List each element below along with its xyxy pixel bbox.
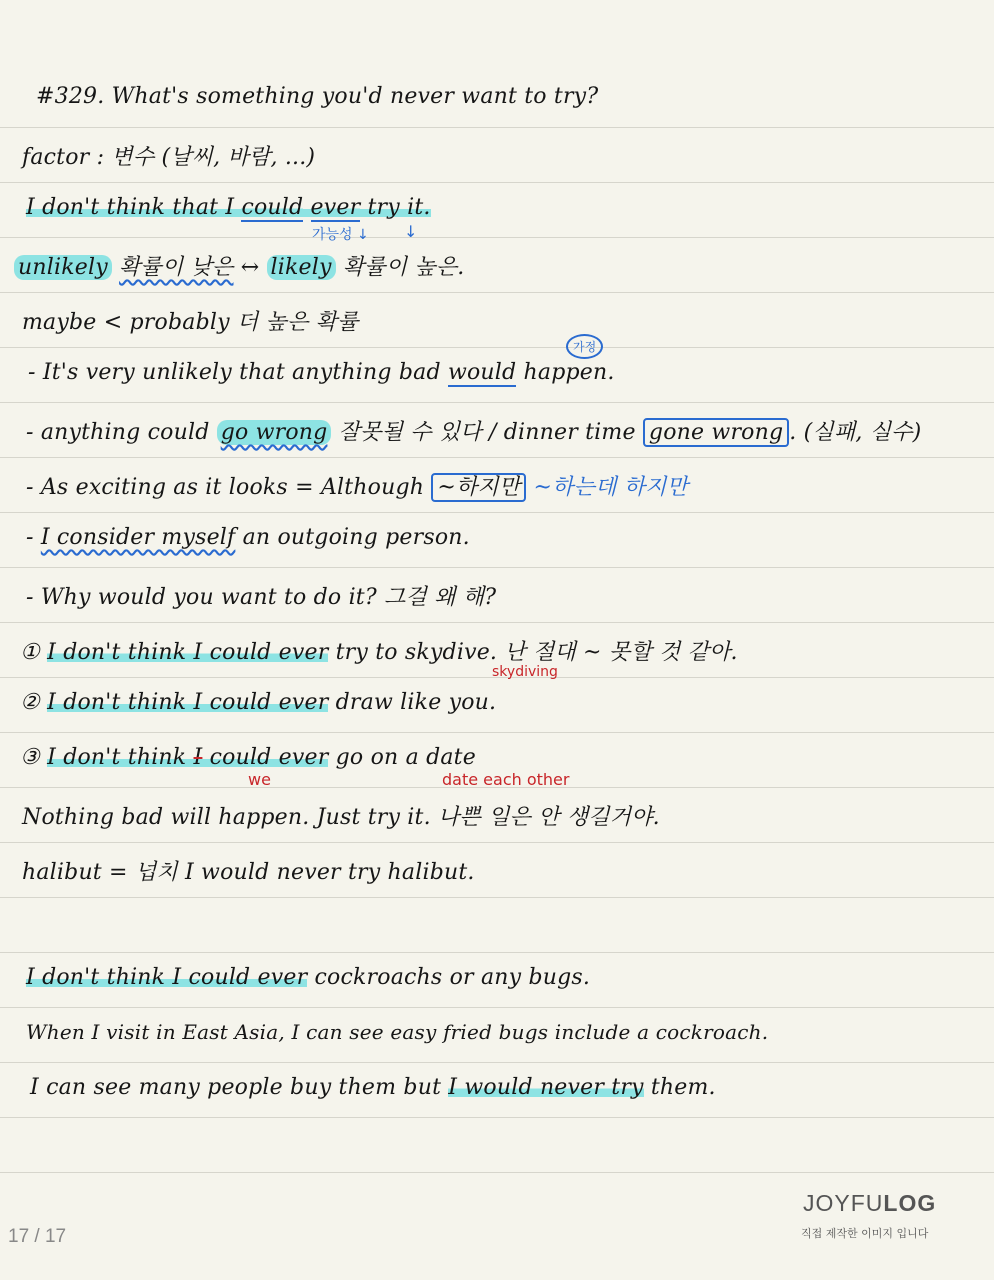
note-line-example-2 [20, 690, 496, 730]
ruled-line [0, 182, 994, 183]
line-text [303, 195, 310, 220]
ruled-line [0, 237, 994, 238]
note-line-unlikely-sentence [28, 360, 615, 400]
highlighted-phrase: I don't think [26, 195, 166, 220]
note-line-could-ever [26, 195, 431, 235]
highlighted-phrase: I don't think I could ever [26, 965, 308, 990]
line-text: happen. [516, 360, 615, 385]
line-text: - anything could [26, 420, 217, 445]
line-text: 잘못될 수 있다 / dinner time [331, 420, 643, 445]
annotation-possibility: 가능성 ↓ [312, 227, 369, 243]
blue-note: ~하는데 하지만 [526, 475, 689, 500]
note-line-nothing-bad [22, 800, 660, 840]
underlined-word: ever [310, 195, 361, 220]
ruled-line [0, 732, 994, 733]
note-title [36, 84, 598, 124]
line-text: ↔ [233, 255, 267, 280]
note-line-although [26, 470, 688, 510]
note-line-cockroach [26, 965, 590, 1005]
note-line-east-asia [26, 1020, 768, 1060]
underlined-word: would [447, 360, 517, 385]
highlighted-word: unlikely [14, 255, 112, 280]
line-text: an outgoing person. [235, 525, 470, 550]
struck-word: I [193, 745, 203, 770]
line-text: factor : 변수 (날씨, 바람, ...) [22, 145, 316, 170]
correction-skydiving: skydiving [492, 664, 558, 680]
line-text: cockroachs or any bugs. [307, 965, 591, 990]
ruled-line [0, 512, 994, 513]
line-text: that I [165, 195, 242, 220]
highlighted-phrase: I would never try [448, 1075, 644, 1100]
ruled-line [0, 347, 994, 348]
highlighted-phrase: could ever [202, 745, 329, 770]
note-line-unlikely [14, 250, 464, 290]
line-text: halibut = 넙치 I would never try halibut. [22, 860, 475, 885]
line-text: ① [20, 640, 48, 665]
brand-part1: JOYFU [803, 1190, 884, 1216]
underlined-word: could [241, 195, 304, 220]
brand-subtitle: 직접 제작한 이미지 입니다 [801, 1227, 929, 1240]
boxed-phrase: gone wrong [643, 418, 789, 447]
highlighted-phrase: I don't think I could ever [47, 640, 329, 665]
ruled-line [0, 897, 994, 898]
note-line-example-1 [20, 635, 738, 675]
line-text: go on a date [328, 745, 476, 770]
line-text: - [26, 525, 41, 550]
ruled-line [0, 567, 994, 568]
note-line-never-try [30, 1075, 716, 1115]
line-text: ② [20, 690, 48, 715]
line-text [112, 255, 119, 280]
note-line-consider [26, 525, 470, 565]
line-text: - Why would you want to do it? 그걸 왜 해? [26, 585, 497, 610]
ruled-line [0, 622, 994, 623]
down-arrow-icon: ↓ [404, 222, 418, 241]
line-text: When I visit in East Asia, I can see easy fried bugs include a cockroach. [26, 1020, 769, 1044]
brand-logo [803, 1190, 936, 1217]
note-line-maybe [22, 305, 359, 345]
line-text: ③ [20, 745, 48, 770]
boxed-phrase: ~하지만 [431, 473, 526, 502]
highlighted-phrase: go wrong [217, 420, 332, 445]
wavy-underlined-phrase: I consider myself [40, 525, 236, 550]
ruled-line [0, 292, 994, 293]
correction-date-each-other: date each other [442, 770, 570, 789]
line-text: Nothing bad will happen. Just try it. 나쁜 일은 안 생길거야. [22, 805, 660, 830]
highlighted-phrase: I don't think [47, 745, 194, 770]
note-line-why [26, 580, 496, 620]
note-line-go-wrong [26, 415, 921, 455]
title-text: #329. What's something you'd never want to try? [36, 84, 599, 109]
ruled-line [0, 457, 994, 458]
note-line-halibut [22, 855, 475, 895]
page-indicator: 17 / 17 [8, 1226, 67, 1247]
ruled-line [0, 842, 994, 843]
line-text: them. [643, 1075, 716, 1100]
ruled-line [0, 1172, 994, 1173]
ruled-line [0, 402, 994, 403]
line-text: I can see many people buy them but [30, 1075, 449, 1100]
ruled-line [0, 1117, 994, 1118]
brand-part2: LOG [883, 1190, 937, 1216]
highlighted-word: likely [267, 255, 336, 280]
annotation-assumption: 가정 [566, 334, 603, 359]
line-text: try it. [360, 195, 431, 220]
note-line-factor [22, 140, 315, 180]
wavy-underlined-phrase: 확률이 낮은 [119, 255, 234, 280]
ruled-line [0, 1062, 994, 1063]
ruled-line [0, 952, 994, 953]
line-text: 확률이 높은. [335, 255, 465, 280]
line-text: - It's very unlikely that anything bad [28, 360, 448, 385]
ruled-line [0, 1007, 994, 1008]
highlighted-phrase: I don't think I could ever [47, 690, 329, 715]
correction-we: we [248, 770, 271, 789]
line-text: try to skydive. 난 절대 ~ 못할 것 같아. [328, 640, 738, 665]
ruled-line [0, 127, 994, 128]
line-text: - As exciting as it looks = Although [26, 475, 432, 500]
line-text: maybe < probably 더 높은 확률 [22, 310, 359, 335]
line-text: . (실패, 실수) [789, 420, 922, 445]
line-text: draw like you. [328, 690, 497, 715]
